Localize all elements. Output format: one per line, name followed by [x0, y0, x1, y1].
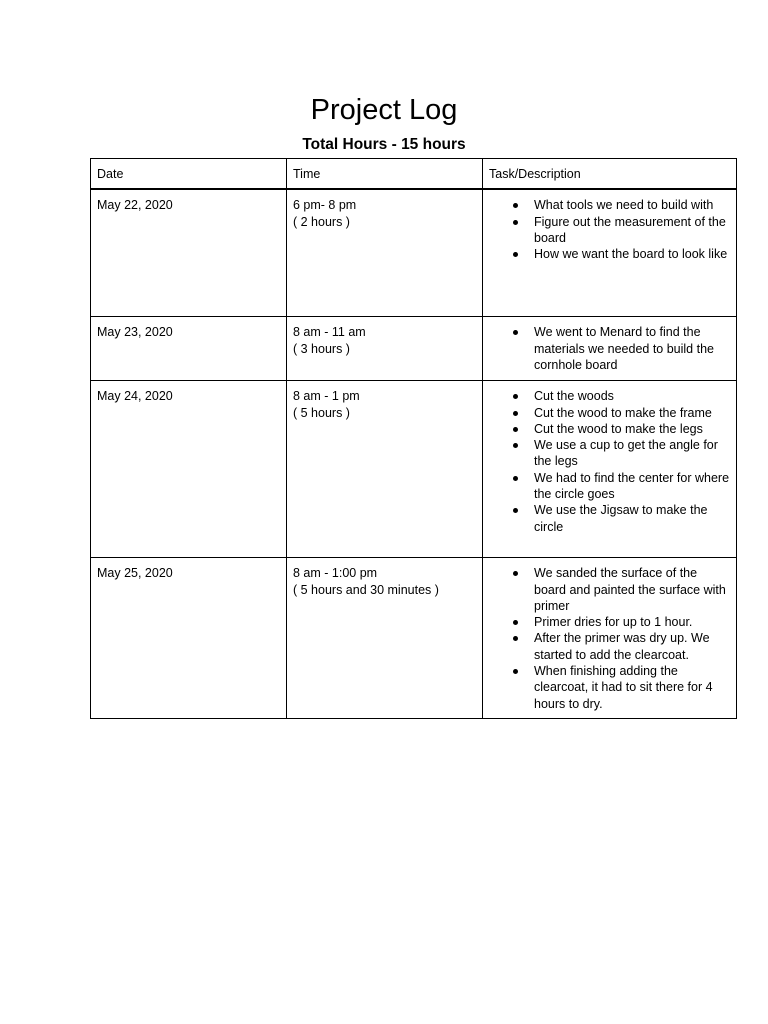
time-cell [287, 381, 483, 558]
time-duration: ( 5 hours ) [293, 405, 350, 420]
task-list [489, 565, 730, 712]
table-row [91, 558, 737, 719]
time-duration: ( 3 hours ) [293, 341, 350, 356]
task-item: We had to find the center for where the circle goes [534, 470, 730, 502]
task-item: How we want the board to look like [534, 246, 730, 262]
task-cell [483, 558, 737, 719]
task-item: Figure out the measurement of the board [534, 214, 730, 247]
time-cell [287, 317, 483, 381]
header-date: Date [91, 159, 287, 190]
task-item: Cut the wood to make the legs [534, 421, 730, 437]
table-row [91, 189, 737, 317]
task-list [489, 324, 730, 373]
date-cell: May 25, 2020 [91, 558, 287, 719]
header-row [91, 159, 737, 190]
time-range: 8 am - 11 am [293, 325, 366, 340]
date-cell: May 23, 2020 [91, 317, 287, 381]
date-cell: May 24, 2020 [91, 381, 287, 558]
task-cell [483, 317, 737, 381]
header-task-description: Task/Description [483, 159, 737, 190]
project-log-table [90, 158, 737, 719]
task-item: Cut the woods [534, 388, 730, 404]
task-item: When finishing adding the clearcoat, it had to sit there for 4 hours to dry. [534, 663, 730, 712]
time-cell [287, 189, 483, 317]
task-cell [483, 189, 737, 317]
page-title: Project Log [310, 94, 458, 126]
task-cell [483, 381, 737, 558]
task-item: We use the Jigsaw to make the circle [534, 502, 730, 535]
total-hours-subtitle: Total Hours - 15 hours [302, 136, 466, 153]
task-item: After the primer was dry up. We started to add the clearcoat. [534, 630, 730, 663]
task-list [489, 197, 730, 262]
table-header [91, 159, 737, 190]
table-row [91, 381, 737, 558]
task-item: We sanded the surface of the board and painted the surface with primer [534, 565, 730, 614]
table-body [91, 189, 737, 718]
header-time: Time [287, 159, 483, 190]
task-item: We use a cup to get the angle for the legs [534, 437, 730, 470]
time-range: 6 pm- 8 pm [293, 198, 357, 213]
task-item: Cut the wood to make the frame [534, 405, 730, 421]
time-range: 8 am - 1:00 pm [293, 566, 378, 581]
task-item: We went to Menard to find the materials we needed to build the cornhole board [534, 324, 730, 373]
date-cell: May 22, 2020 [91, 189, 287, 317]
time-cell [287, 558, 483, 719]
table-row [91, 317, 737, 381]
time-duration: ( 5 hours and 30 minutes ) [293, 582, 439, 597]
task-item: What tools we need to build with [534, 197, 730, 213]
time-duration: ( 2 hours ) [293, 214, 350, 229]
task-item: Primer dries for up to 1 hour. [534, 614, 730, 630]
task-list [489, 388, 730, 535]
time-range: 8 am - 1 pm [293, 389, 360, 404]
